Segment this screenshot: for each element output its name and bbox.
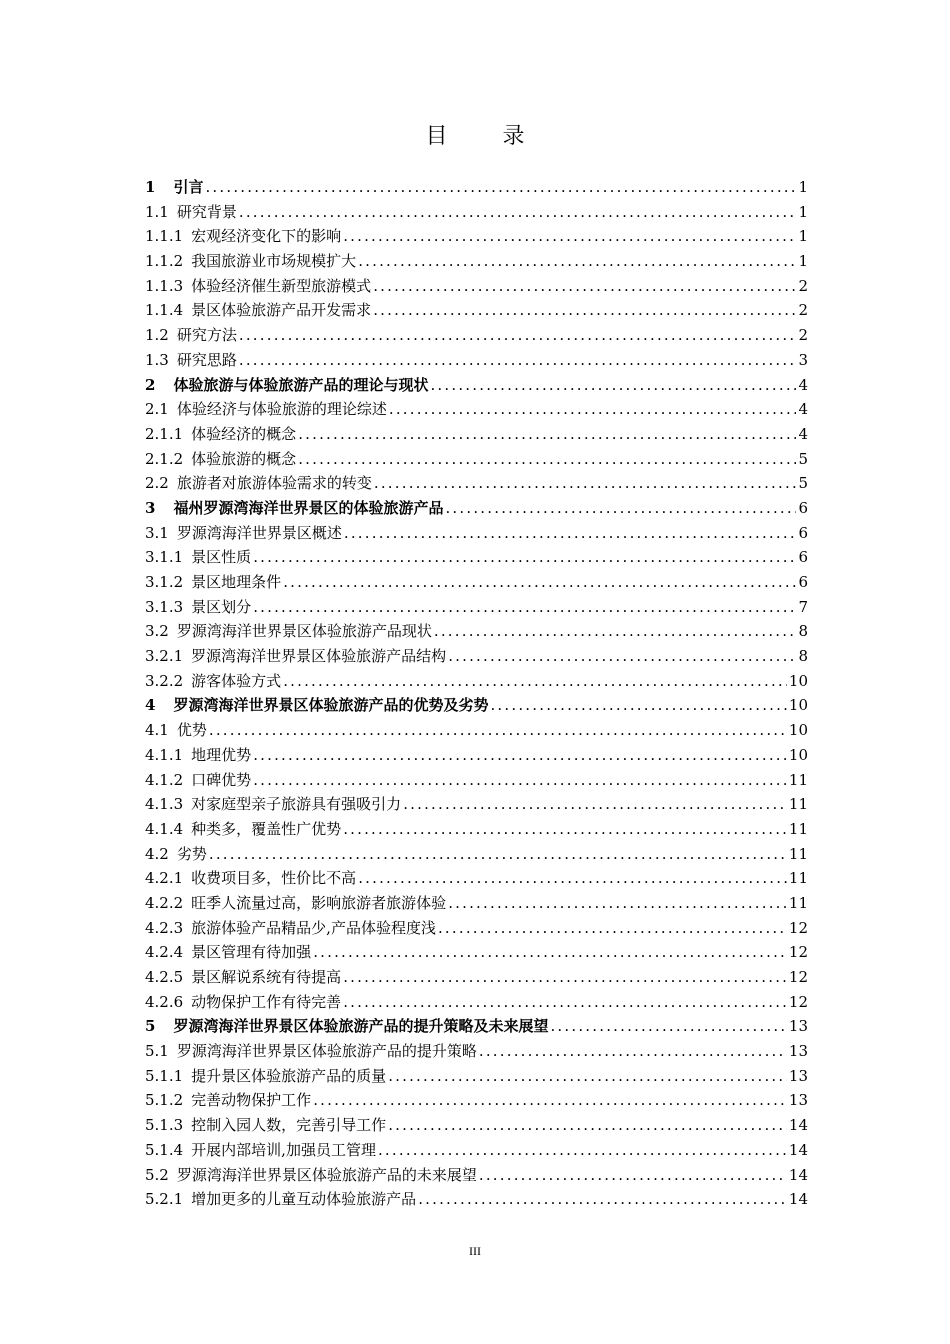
toc-entry-number: 4.2.4 bbox=[145, 943, 184, 962]
toc-entry[interactable] bbox=[145, 447, 808, 472]
toc-entry[interactable] bbox=[145, 249, 808, 274]
toc-entry-title: 收费项目多，性价比不高 bbox=[191, 869, 357, 888]
toc-dot-leader bbox=[283, 669, 787, 694]
toc-entry-title: 优势 bbox=[176, 721, 207, 740]
toc-entry-number: 2.2 bbox=[145, 474, 169, 493]
toc-entry[interactable] bbox=[145, 743, 808, 768]
toc-entry-number: 1.3 bbox=[145, 350, 169, 369]
toc-entry-page: 14 bbox=[788, 1140, 808, 1159]
toc-entry-page: 14 bbox=[788, 1190, 808, 1209]
toc-dot-leader bbox=[430, 373, 796, 398]
toc-entry-number: 3 bbox=[145, 498, 156, 517]
toc-dot-leader bbox=[358, 866, 787, 891]
toc-entry-title: 增加更多的儿童互动体验旅游产品 bbox=[191, 1190, 417, 1209]
toc-entry-page: 14 bbox=[788, 1165, 808, 1184]
toc-entry-title: 旅游体验产品精品少,产品体验程度浅 bbox=[191, 918, 436, 937]
toc-entry[interactable] bbox=[145, 792, 808, 817]
toc-entry-page: 1 bbox=[798, 202, 808, 221]
toc-entry-page: 11 bbox=[788, 819, 808, 838]
toc-dot-leader bbox=[479, 1163, 787, 1188]
toc-entry[interactable] bbox=[145, 817, 808, 842]
toc-entry[interactable] bbox=[145, 1187, 808, 1212]
toc-entry[interactable] bbox=[145, 965, 808, 990]
toc-entry-page: 12 bbox=[788, 968, 808, 986]
toc-entry[interactable] bbox=[145, 422, 808, 447]
toc-entry-page: 1 bbox=[798, 178, 808, 196]
toc-entry-page: 11 bbox=[788, 844, 808, 863]
toc-dot-leader bbox=[389, 397, 797, 422]
toc-entry-number: 3.1.2 bbox=[145, 573, 184, 591]
toc-entry-page: 11 bbox=[788, 893, 808, 912]
toc-entry[interactable] bbox=[145, 842, 808, 867]
toc-dot-leader bbox=[479, 1039, 787, 1064]
toc-entry[interactable] bbox=[145, 298, 808, 323]
toc-entry-page: 7 bbox=[798, 597, 808, 616]
toc-entry-title: 罗源湾海洋世界景区体验旅游产品结构 bbox=[191, 647, 447, 666]
toc-entry-title: 对家庭型亲子旅游具有强吸引力 bbox=[191, 795, 402, 814]
toc-entry-title: 开展内部培训,加强员工管理 bbox=[191, 1140, 376, 1159]
toc-entry[interactable] bbox=[145, 1113, 808, 1138]
toc-entry-page: 8 bbox=[798, 647, 808, 666]
toc-entry-title: 种类多，覆盖性广优势 bbox=[191, 819, 342, 838]
toc-entry[interactable] bbox=[145, 471, 808, 496]
toc-entry-page: 11 bbox=[788, 869, 808, 888]
toc-entry-page: 13 bbox=[788, 1017, 808, 1036]
toc-entry[interactable] bbox=[145, 1064, 808, 1089]
toc-entry[interactable] bbox=[145, 274, 808, 299]
toc-entry-page: 6 bbox=[798, 523, 808, 542]
toc-entry[interactable] bbox=[145, 1088, 808, 1113]
toc-entry-page: 4 bbox=[798, 400, 808, 419]
toc-entry-page: 14 bbox=[788, 1116, 808, 1135]
toc-entry-title: 旅游者对旅游体验需求的转变 bbox=[176, 474, 372, 493]
toc-entry-title: 宏观经济变化下的影响 bbox=[191, 227, 342, 246]
toc-entry[interactable] bbox=[145, 891, 808, 916]
toc-dot-leader bbox=[205, 175, 796, 200]
toc-entry[interactable] bbox=[145, 669, 808, 694]
toc-entry-title: 研究方法 bbox=[176, 326, 237, 345]
toc-entry-number: 3.1.1 bbox=[145, 548, 184, 567]
toc-entry-page: 10 bbox=[788, 671, 808, 690]
toc-dot-leader bbox=[298, 422, 796, 447]
toc-entry-number: 4.2.3 bbox=[145, 918, 184, 937]
page-number: III bbox=[469, 1244, 481, 1258]
toc-entry-number: 5.1 bbox=[145, 1042, 169, 1061]
toc-entry-title: 体验经济催生新型旅游模式 bbox=[191, 276, 372, 295]
toc-entry-number: 5.2.1 bbox=[145, 1190, 184, 1209]
toc-dot-leader bbox=[373, 298, 796, 323]
toc-entry-page: 11 bbox=[788, 770, 808, 789]
toc-entry-title: 福州罗源湾海洋世界景区的体验旅游产品 bbox=[173, 498, 444, 517]
toc-entry[interactable] bbox=[145, 570, 808, 595]
toc-entry[interactable] bbox=[145, 768, 808, 793]
toc-entry[interactable] bbox=[145, 545, 808, 570]
toc-entry-title: 体验旅游的概念 bbox=[191, 449, 297, 468]
toc-entry-title: 体验经济与体验旅游的理论综述 bbox=[176, 400, 387, 419]
toc-entry-title: 劣势 bbox=[176, 844, 207, 863]
toc-entry-title: 完善动物保护工作 bbox=[191, 1091, 312, 1110]
toc-entry-title: 地理优势 bbox=[191, 745, 252, 764]
toc-entry-page: 3 bbox=[798, 350, 808, 369]
toc-entry-title: 研究思路 bbox=[176, 350, 237, 369]
toc-entry-title: 景区管理有待加强 bbox=[191, 943, 312, 962]
toc-dot-leader bbox=[344, 521, 797, 546]
toc-entry-number: 1.1.2 bbox=[145, 252, 184, 271]
toc-entry-title: 景区解说系统有待提高 bbox=[191, 968, 342, 986]
toc-dot-leader bbox=[448, 644, 796, 669]
toc-entry-number: 5 bbox=[145, 1017, 156, 1036]
toc-entry[interactable] bbox=[145, 397, 808, 422]
toc-entry[interactable] bbox=[145, 866, 808, 891]
toc-entry-number: 2.1.2 bbox=[145, 449, 184, 468]
toc-entry-number: 4 bbox=[145, 696, 156, 715]
toc-dot-leader bbox=[490, 693, 786, 718]
toc-entry-page: 8 bbox=[798, 622, 808, 641]
toc-entry-page: 12 bbox=[788, 918, 808, 937]
toc-list bbox=[145, 175, 808, 1212]
toc-entry-title: 旺季人流量过高，影响旅游者旅游体验 bbox=[191, 893, 447, 912]
toc-dot-leader bbox=[374, 471, 797, 496]
toc-entry-title: 罗源湾海洋世界景区体验旅游产品的提升策略及未来展望 bbox=[173, 1017, 549, 1036]
page-title: 目 录 bbox=[425, 124, 549, 149]
toc-entry-title: 景区划分 bbox=[191, 597, 252, 616]
toc-dot-leader bbox=[253, 768, 787, 793]
toc-entry-title: 引言 bbox=[173, 178, 204, 196]
toc-entry-number: 1.1 bbox=[145, 202, 169, 221]
toc-dot-leader bbox=[283, 570, 796, 595]
toc-dot-leader bbox=[438, 916, 787, 941]
toc-entry[interactable] bbox=[145, 323, 808, 348]
toc-dot-leader bbox=[253, 595, 796, 620]
toc-dot-leader bbox=[313, 1088, 787, 1113]
toc-entry-number: 3.2.2 bbox=[145, 671, 184, 690]
toc-entry-page: 13 bbox=[788, 1042, 808, 1061]
toc-entry-page: 10 bbox=[788, 745, 808, 764]
toc-entry[interactable] bbox=[145, 175, 808, 200]
toc-entry[interactable] bbox=[145, 200, 808, 225]
toc-entry[interactable] bbox=[145, 224, 808, 249]
toc-dot-leader bbox=[403, 792, 787, 817]
toc-entry-number: 4.2.1 bbox=[145, 869, 184, 888]
toc-dot-leader bbox=[343, 990, 787, 1015]
toc-entry-page: 5 bbox=[798, 474, 808, 493]
toc-dot-leader bbox=[239, 323, 797, 348]
toc-entry-page: 4 bbox=[798, 375, 808, 394]
toc-dot-leader bbox=[445, 496, 796, 521]
toc-entry-title: 体验经济的概念 bbox=[191, 424, 297, 443]
toc-entry[interactable] bbox=[145, 1039, 808, 1064]
toc-entry-page: 12 bbox=[788, 943, 808, 962]
toc-entry[interactable] bbox=[145, 496, 808, 521]
toc-entry-page: 10 bbox=[788, 721, 808, 740]
toc-entry-title: 动物保护工作有待完善 bbox=[191, 992, 342, 1011]
toc-entry-title: 提升景区体验旅游产品的质量 bbox=[191, 1066, 387, 1085]
toc-entry-number: 3.2 bbox=[145, 622, 169, 641]
toc-entry-number: 1.1.4 bbox=[145, 301, 184, 320]
toc-dot-leader bbox=[434, 619, 797, 644]
toc-entry-page: 1 bbox=[798, 227, 808, 246]
toc-dot-leader bbox=[209, 718, 787, 743]
toc-dot-leader bbox=[378, 1138, 787, 1163]
toc-entry-title: 罗源湾海洋世界景区体验旅游产品的优势及劣势 bbox=[173, 696, 489, 715]
toc-entry-page: 2 bbox=[798, 301, 808, 320]
toc-entry[interactable] bbox=[145, 1014, 808, 1039]
toc-entry-number: 4.2.6 bbox=[145, 992, 184, 1011]
toc-entry-title: 游客体验方式 bbox=[191, 671, 282, 690]
toc-entry-number: 4.2.5 bbox=[145, 968, 184, 986]
toc-entry[interactable] bbox=[145, 718, 808, 743]
toc-entry[interactable] bbox=[145, 521, 808, 546]
toc-entry-title: 口碑优势 bbox=[191, 770, 252, 789]
toc-entry-number: 4.1.3 bbox=[145, 795, 184, 814]
toc-entry-page: 6 bbox=[798, 548, 808, 567]
toc-dot-leader bbox=[298, 447, 796, 472]
toc-entry-page: 13 bbox=[788, 1066, 808, 1085]
toc-entry-title: 罗源湾海洋世界景区体验旅游产品的提升策略 bbox=[176, 1042, 477, 1061]
toc-entry-page: 12 bbox=[788, 992, 808, 1011]
toc-entry-number: 3.1 bbox=[145, 523, 169, 542]
toc-entry-number: 5.2 bbox=[145, 1165, 169, 1184]
toc-entry-number: 4.1.4 bbox=[145, 819, 184, 838]
toc-entry-number: 1.2 bbox=[145, 326, 169, 345]
toc-entry[interactable] bbox=[145, 373, 808, 398]
toc-dot-leader bbox=[209, 842, 787, 867]
toc-entry-page: 1 bbox=[798, 252, 808, 271]
toc-entry-title: 景区性质 bbox=[191, 548, 252, 567]
toc-entry-number: 4.1.1 bbox=[145, 745, 184, 764]
toc-entry-title: 景区地理条件 bbox=[191, 573, 282, 591]
toc-entry-number: 4.2.2 bbox=[145, 893, 184, 912]
toc-entry[interactable] bbox=[145, 619, 808, 644]
toc-dot-leader bbox=[388, 1113, 787, 1138]
toc-entry-page: 6 bbox=[798, 573, 808, 591]
toc-entry-number: 2.1 bbox=[145, 400, 169, 419]
toc-entry[interactable] bbox=[145, 348, 808, 373]
toc-dot-leader bbox=[253, 743, 787, 768]
toc-dot-leader bbox=[448, 891, 787, 916]
toc-dot-leader bbox=[418, 1187, 787, 1212]
toc-entry-title: 罗源湾海洋世界景区概述 bbox=[176, 523, 342, 542]
toc-dot-leader bbox=[343, 817, 787, 842]
toc-dot-leader bbox=[343, 965, 787, 990]
toc-entry-number: 4.1 bbox=[145, 721, 169, 740]
toc-entry-number: 5.1.3 bbox=[145, 1116, 184, 1135]
toc-entry-page: 4 bbox=[798, 424, 808, 443]
toc-entry-page: 6 bbox=[798, 498, 808, 517]
toc-entry-page: 2 bbox=[798, 326, 808, 345]
toc-entry-number: 5.1.2 bbox=[145, 1091, 184, 1110]
toc-entry-number: 5.1.4 bbox=[145, 1140, 184, 1159]
toc-entry-title: 控制入园人数，完善引导工作 bbox=[191, 1116, 387, 1135]
toc-entry-page: 2 bbox=[798, 276, 808, 295]
toc-entry-page: 5 bbox=[798, 449, 808, 468]
toc-entry-number: 3.1.3 bbox=[145, 597, 184, 616]
toc-entry[interactable] bbox=[145, 595, 808, 620]
toc-entry-number: 4.2 bbox=[145, 844, 169, 863]
toc-entry[interactable] bbox=[145, 940, 808, 965]
toc-entry[interactable] bbox=[145, 916, 808, 941]
toc-entry-title: 我国旅游业市场规模扩大 bbox=[191, 252, 357, 271]
toc-entry-page: 10 bbox=[788, 696, 808, 715]
toc-entry-page: 11 bbox=[788, 795, 808, 814]
toc-entry[interactable] bbox=[145, 644, 808, 669]
toc-dot-leader bbox=[358, 249, 796, 274]
toc-entry[interactable] bbox=[145, 990, 808, 1015]
toc-entry-number: 5.1.1 bbox=[145, 1066, 184, 1085]
toc-entry-number: 2.1.1 bbox=[145, 424, 184, 443]
toc-dot-leader bbox=[373, 274, 796, 299]
toc-entry-title: 罗源湾海洋世界景区体验旅游产品的未来展望 bbox=[176, 1165, 477, 1184]
toc-entry-number: 1.1.3 bbox=[145, 276, 184, 295]
toc-entry[interactable] bbox=[145, 693, 808, 718]
toc-dot-leader bbox=[253, 545, 796, 570]
toc-entry-number: 4.1.2 bbox=[145, 770, 184, 789]
toc-dot-leader bbox=[550, 1014, 786, 1039]
toc-entry-number: 1.1.1 bbox=[145, 227, 184, 246]
toc-entry-title: 体验旅游与体验旅游产品的理论与现状 bbox=[173, 375, 429, 394]
toc-entry[interactable] bbox=[145, 1138, 808, 1163]
toc-entry-title: 研究背景 bbox=[176, 202, 237, 221]
toc-entry[interactable] bbox=[145, 1163, 808, 1188]
toc-dot-leader bbox=[239, 348, 797, 373]
toc-entry-title: 罗源湾海洋世界景区体验旅游产品现状 bbox=[176, 622, 432, 641]
toc-dot-leader bbox=[343, 224, 796, 249]
toc-dot-leader bbox=[239, 200, 797, 225]
toc-dot-leader bbox=[313, 940, 787, 965]
toc-entry-number: 3.2.1 bbox=[145, 647, 184, 666]
toc-entry-number: 1 bbox=[145, 178, 156, 196]
toc-entry-title: 景区体验旅游产品开发需求 bbox=[191, 301, 372, 320]
toc-dot-leader bbox=[388, 1064, 787, 1089]
toc-entry-page: 13 bbox=[788, 1091, 808, 1110]
toc-entry-number: 2 bbox=[145, 375, 156, 394]
